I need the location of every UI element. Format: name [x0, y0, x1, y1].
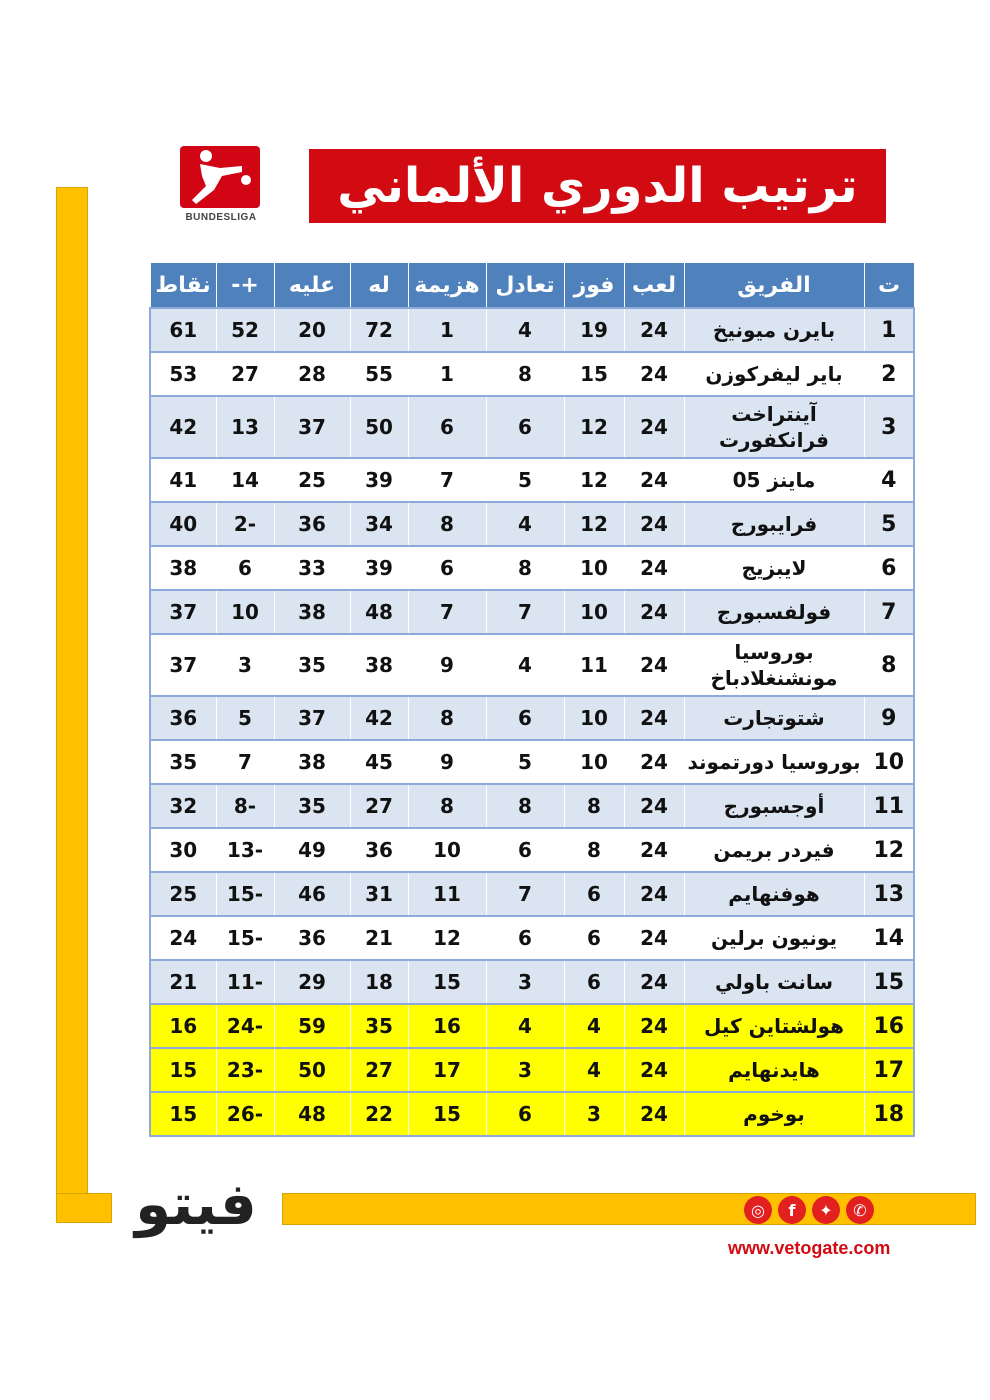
table-row — [150, 784, 914, 828]
col-goal-diff-cell: 3 — [216, 634, 274, 696]
col-goal-diff-cell: -26 — [216, 1092, 274, 1136]
col-goals-against-cell: 35 — [274, 784, 350, 828]
col-goal-diff-cell: -11 — [216, 960, 274, 1004]
col-played-cell: 24 — [624, 396, 684, 458]
col-goal-diff-cell: 7 — [216, 740, 274, 784]
col-lost-cell: 7 — [408, 458, 486, 502]
col-rank-cell: 12 — [864, 828, 914, 872]
team-name-cell: هولشتاين كيل — [684, 1004, 864, 1048]
whatsapp-icon[interactable]: ✆ — [846, 1196, 874, 1224]
col-goals-for-cell: 34 — [350, 502, 408, 546]
team-name-cell: فرايبورج — [684, 502, 864, 546]
table-row — [150, 696, 914, 740]
col-goals-against-cell: 35 — [274, 634, 350, 696]
col-drawn-cell: 6 — [486, 828, 564, 872]
col-goals-against-cell: 25 — [274, 458, 350, 502]
col-rank-header: ت — [864, 263, 914, 309]
col-rank-cell: 10 — [864, 740, 914, 784]
col-played-cell: 24 — [624, 872, 684, 916]
col-lost-cell: 12 — [408, 916, 486, 960]
col-points-cell: 42 — [150, 396, 216, 458]
col-goals-for-cell: 27 — [350, 1048, 408, 1092]
twitter-icon[interactable]: ✦ — [812, 1196, 840, 1224]
col-lost-cell: 1 — [408, 352, 486, 396]
facebook-icon[interactable]: f — [778, 1196, 806, 1224]
col-drawn-cell: 5 — [486, 458, 564, 502]
social-icons — [744, 1196, 874, 1224]
col-lost-cell: 9 — [408, 634, 486, 696]
team-name-cell: بايرن ميونيخ — [684, 308, 864, 352]
col-played-cell: 24 — [624, 1092, 684, 1136]
col-lost-header: هزيمة — [408, 263, 486, 309]
col-lost-cell: 8 — [408, 502, 486, 546]
col-points-cell: 53 — [150, 352, 216, 396]
page-title: ترتيب الدوري الألماني — [337, 158, 858, 214]
table-row — [150, 502, 914, 546]
col-goal-diff-cell: 14 — [216, 458, 274, 502]
team-name-cell: بوروسيا دورتموند — [684, 740, 864, 784]
col-points-cell: 21 — [150, 960, 216, 1004]
col-goal-diff-cell: 13 — [216, 396, 274, 458]
col-rank-cell: 17 — [864, 1048, 914, 1092]
standings-table — [149, 262, 915, 1137]
col-won-cell: 8 — [564, 828, 624, 872]
col-goals-against-cell: 46 — [274, 872, 350, 916]
col-goals-for-cell: 45 — [350, 740, 408, 784]
col-points-cell: 30 — [150, 828, 216, 872]
website-link[interactable]: www.vetogate.com — [728, 1238, 891, 1258]
col-won-cell: 12 — [564, 502, 624, 546]
col-lost-cell: 15 — [408, 1092, 486, 1136]
col-drawn-header: تعادل — [486, 263, 564, 309]
col-lost-cell: 17 — [408, 1048, 486, 1092]
col-goals-against-cell: 49 — [274, 828, 350, 872]
col-goals-against-cell: 50 — [274, 1048, 350, 1092]
col-played-cell: 24 — [624, 502, 684, 546]
col-rank-cell: 6 — [864, 546, 914, 590]
table-row — [150, 960, 914, 1004]
team-name-cell: فولفسبورج — [684, 590, 864, 634]
col-points-cell: 38 — [150, 546, 216, 590]
col-played-cell: 24 — [624, 634, 684, 696]
col-played-cell: 24 — [624, 1048, 684, 1092]
col-goals-against-cell: 59 — [274, 1004, 350, 1048]
table-row — [150, 872, 914, 916]
col-won-cell: 10 — [564, 546, 624, 590]
bundesliga-logo-mark — [180, 146, 260, 208]
veto-logo: فيتو — [135, 1170, 257, 1238]
col-points-cell: 24 — [150, 916, 216, 960]
col-lost-cell: 9 — [408, 740, 486, 784]
col-goal-diff-cell: -13 — [216, 828, 274, 872]
table-header-row — [150, 263, 914, 309]
col-points-cell: 35 — [150, 740, 216, 784]
col-won-cell: 10 — [564, 696, 624, 740]
col-won-cell: 8 — [564, 784, 624, 828]
col-points-cell: 41 — [150, 458, 216, 502]
col-drawn-cell: 4 — [486, 308, 564, 352]
col-rank-cell: 8 — [864, 634, 914, 696]
col-won-cell: 6 — [564, 916, 624, 960]
col-points-cell: 32 — [150, 784, 216, 828]
col-goal-diff-cell: 6 — [216, 546, 274, 590]
col-goals-for-cell: 48 — [350, 590, 408, 634]
col-lost-cell: 16 — [408, 1004, 486, 1048]
col-rank-cell: 13 — [864, 872, 914, 916]
col-rank-cell: 11 — [864, 784, 914, 828]
team-name-cell: بوخوم — [684, 1092, 864, 1136]
col-rank-cell: 16 — [864, 1004, 914, 1048]
col-goals-for-cell: 21 — [350, 916, 408, 960]
col-drawn-cell: 3 — [486, 1048, 564, 1092]
col-played-cell: 24 — [624, 784, 684, 828]
col-points-cell: 15 — [150, 1092, 216, 1136]
col-played-cell: 24 — [624, 458, 684, 502]
col-goals-for-cell: 22 — [350, 1092, 408, 1136]
table-row — [150, 740, 914, 784]
team-name-cell: أوجسبورج — [684, 784, 864, 828]
col-drawn-cell: 8 — [486, 784, 564, 828]
table-row — [150, 634, 914, 696]
col-played-cell: 24 — [624, 308, 684, 352]
col-played-cell: 24 — [624, 352, 684, 396]
col-goals-for-cell: 42 — [350, 696, 408, 740]
table-row — [150, 352, 914, 396]
team-name-cell: شتوتجارت — [684, 696, 864, 740]
team-name-cell: هوفنهايم — [684, 872, 864, 916]
col-drawn-cell: 3 — [486, 960, 564, 1004]
col-points-cell: 40 — [150, 502, 216, 546]
player-silhouette-icon — [180, 146, 260, 208]
col-played-cell: 24 — [624, 546, 684, 590]
col-played-cell: 24 — [624, 590, 684, 634]
col-goals-for-cell: 31 — [350, 872, 408, 916]
col-rank-cell: 14 — [864, 916, 914, 960]
col-goals-against-cell: 48 — [274, 1092, 350, 1136]
col-rank-cell: 1 — [864, 308, 914, 352]
team-name-cell: باير ليفركوزن — [684, 352, 864, 396]
team-name-cell: يونيون برلين — [684, 916, 864, 960]
col-drawn-cell: 4 — [486, 634, 564, 696]
col-won-cell: 4 — [564, 1048, 624, 1092]
col-goal-diff-cell: 52 — [216, 308, 274, 352]
table-row — [150, 1004, 914, 1048]
decorative-frame-corner — [56, 1193, 112, 1223]
bundesliga-logo — [180, 146, 262, 228]
col-points-cell: 15 — [150, 1048, 216, 1092]
col-won-cell: 11 — [564, 634, 624, 696]
table-row — [150, 1092, 914, 1136]
col-rank-cell: 18 — [864, 1092, 914, 1136]
col-points-cell: 25 — [150, 872, 216, 916]
col-played-cell: 24 — [624, 916, 684, 960]
col-played-cell: 24 — [624, 960, 684, 1004]
col-won-cell: 10 — [564, 740, 624, 784]
col-goal-diff-cell: -23 — [216, 1048, 274, 1092]
col-goals-against-cell: 36 — [274, 916, 350, 960]
col-won-cell: 6 — [564, 872, 624, 916]
col-goals-against-cell: 28 — [274, 352, 350, 396]
col-rank-cell: 7 — [864, 590, 914, 634]
col-won-cell: 10 — [564, 590, 624, 634]
col-goals-against-cell: 29 — [274, 960, 350, 1004]
table-row — [150, 916, 914, 960]
table-row — [150, 590, 914, 634]
team-name-cell: سانت باولي — [684, 960, 864, 1004]
table-row — [150, 396, 914, 458]
col-drawn-cell: 8 — [486, 546, 564, 590]
col-won-cell: 19 — [564, 308, 624, 352]
col-goals-for-cell: 55 — [350, 352, 408, 396]
col-drawn-cell: 5 — [486, 740, 564, 784]
col-won-cell: 6 — [564, 960, 624, 1004]
col-goals-for-cell: 18 — [350, 960, 408, 1004]
team-name-cell — [684, 634, 864, 696]
col-goal-diff-cell: -24 — [216, 1004, 274, 1048]
col-goal-diff-cell: -2 — [216, 502, 274, 546]
col-points-cell: 61 — [150, 308, 216, 352]
col-goals-against-cell: 33 — [274, 546, 350, 590]
col-goals-for-cell: 39 — [350, 458, 408, 502]
col-lost-cell: 1 — [408, 308, 486, 352]
col-lost-cell: 7 — [408, 590, 486, 634]
col-drawn-cell: 4 — [486, 1004, 564, 1048]
team-name-cell: لايبزيج — [684, 546, 864, 590]
col-drawn-cell: 6 — [486, 396, 564, 458]
col-lost-cell: 11 — [408, 872, 486, 916]
col-rank-cell: 2 — [864, 352, 914, 396]
col-lost-cell: 15 — [408, 960, 486, 1004]
col-points-header: نقاط — [150, 263, 216, 309]
col-won-cell: 12 — [564, 396, 624, 458]
team-name-cell: فيردر بريمن — [684, 828, 864, 872]
col-goals-for-header: له — [350, 263, 408, 309]
table-body — [150, 308, 914, 1136]
team-name-line: آينتراخت — [731, 402, 817, 426]
col-lost-cell: 6 — [408, 396, 486, 458]
table-row — [150, 308, 914, 352]
col-played-cell: 24 — [624, 696, 684, 740]
team-name-line: بوروسيا — [734, 640, 814, 664]
col-points-cell: 37 — [150, 634, 216, 696]
team-name-cell: ماينز 05 — [684, 458, 864, 502]
col-rank-cell: 9 — [864, 696, 914, 740]
col-drawn-cell: 7 — [486, 590, 564, 634]
col-goal-diff-cell: 5 — [216, 696, 274, 740]
table-row — [150, 1048, 914, 1092]
col-rank-cell: 3 — [864, 396, 914, 458]
col-drawn-cell: 6 — [486, 1092, 564, 1136]
table-row — [150, 546, 914, 590]
col-rank-cell: 5 — [864, 502, 914, 546]
col-goal-diff-cell: -15 — [216, 916, 274, 960]
col-played-cell: 24 — [624, 740, 684, 784]
col-goals-for-cell: 27 — [350, 784, 408, 828]
col-goal-diff-cell: -8 — [216, 784, 274, 828]
bundesliga-logo-text: BUNDESLIGA — [185, 212, 257, 223]
col-goals-against-cell: 37 — [274, 396, 350, 458]
col-won-cell: 15 — [564, 352, 624, 396]
col-played-cell: 24 — [624, 828, 684, 872]
col-lost-cell: 8 — [408, 696, 486, 740]
col-drawn-cell: 8 — [486, 352, 564, 396]
col-drawn-cell: 4 — [486, 502, 564, 546]
col-goals-for-cell: 38 — [350, 634, 408, 696]
col-goals-against-cell: 38 — [274, 590, 350, 634]
col-won-header: فوز — [564, 263, 624, 309]
decorative-frame-left — [56, 187, 88, 1223]
title-banner — [309, 149, 886, 223]
col-goals-against-cell: 38 — [274, 740, 350, 784]
instagram-icon[interactable]: ◎ — [744, 1196, 772, 1224]
col-won-cell: 3 — [564, 1092, 624, 1136]
col-lost-cell: 6 — [408, 546, 486, 590]
col-team-header: الفريق — [684, 263, 864, 309]
col-goal-diff-cell: -15 — [216, 872, 274, 916]
col-lost-cell: 10 — [408, 828, 486, 872]
col-points-cell: 37 — [150, 590, 216, 634]
col-goals-against-cell: 20 — [274, 308, 350, 352]
col-points-cell: 16 — [150, 1004, 216, 1048]
col-goal-diff-cell: 10 — [216, 590, 274, 634]
col-drawn-cell: 6 — [486, 916, 564, 960]
col-rank-cell: 15 — [864, 960, 914, 1004]
col-points-cell: 36 — [150, 696, 216, 740]
col-goals-against-cell: 37 — [274, 696, 350, 740]
col-rank-cell: 4 — [864, 458, 914, 502]
team-name-cell — [684, 396, 864, 458]
col-goal-diff-header: +- — [216, 263, 274, 309]
col-lost-cell: 8 — [408, 784, 486, 828]
col-goals-for-cell: 50 — [350, 396, 408, 458]
col-played-cell: 24 — [624, 1004, 684, 1048]
col-played-header: لعب — [624, 263, 684, 309]
team-name-cell: هايدنهايم — [684, 1048, 864, 1092]
table-row — [150, 828, 914, 872]
col-goals-against-cell: 36 — [274, 502, 350, 546]
col-goals-for-cell: 39 — [350, 546, 408, 590]
table-row — [150, 458, 914, 502]
team-name-line: فرانكفورت — [718, 428, 830, 452]
col-drawn-cell: 7 — [486, 872, 564, 916]
col-goals-for-cell: 36 — [350, 828, 408, 872]
col-drawn-cell: 6 — [486, 696, 564, 740]
col-goal-diff-cell: 27 — [216, 352, 274, 396]
col-won-cell: 4 — [564, 1004, 624, 1048]
col-won-cell: 12 — [564, 458, 624, 502]
col-goals-against-header: عليه — [274, 263, 350, 309]
team-name-line: مونشنغلادباخ — [710, 666, 838, 690]
col-goals-for-cell: 72 — [350, 308, 408, 352]
col-goals-for-cell: 35 — [350, 1004, 408, 1048]
